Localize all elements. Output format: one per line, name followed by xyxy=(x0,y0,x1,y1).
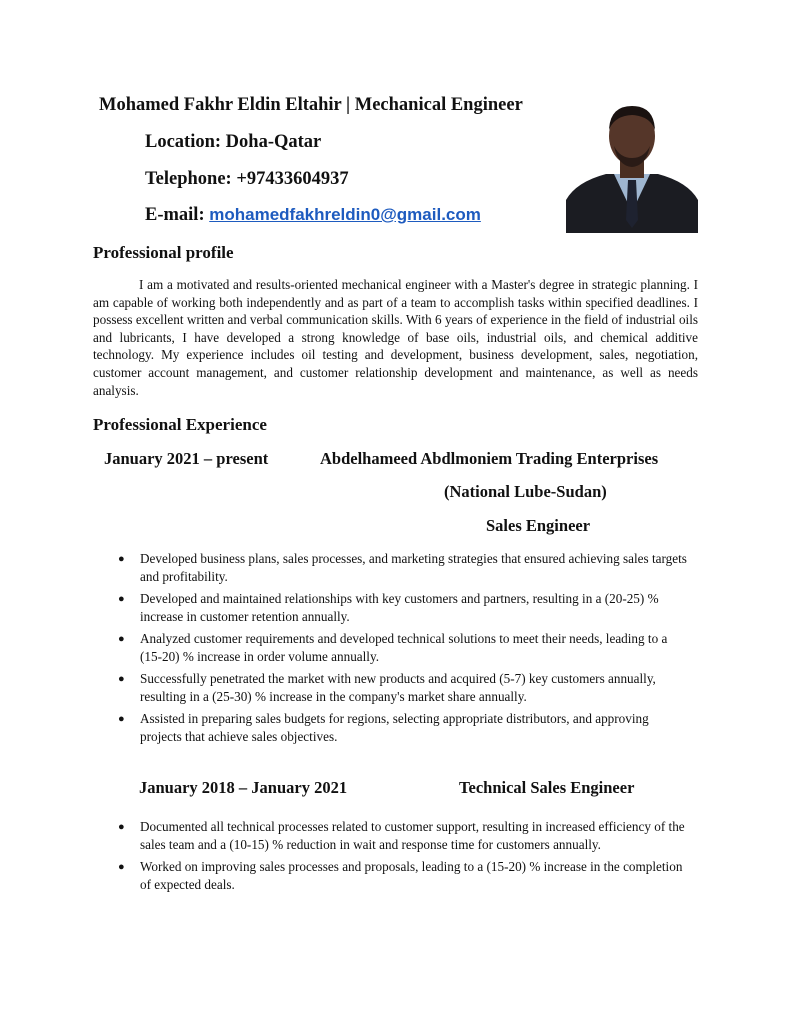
job1-dates: January 2021 – present xyxy=(104,449,269,468)
email-label: E-mail: xyxy=(145,205,205,225)
job1-role: Sales Engineer xyxy=(486,516,591,535)
job1-company-sub: (National Lube-Sudan) xyxy=(444,482,607,501)
bullet-icon: ● xyxy=(118,593,125,605)
job1-bullets xyxy=(110,550,690,750)
profile-paragraph: I am a motivated and results-oriented mechanical engineer with a Master's degree in strategic planning. I am capable of working both independently and as part of a team to accomplish tasks within specified deadlines. I possess excellent written and verbal communication skills. With 6 years of experience in the field of industrial oils and lubricants, I have developed a strong knowledge of base oils, industrial oils, and chemical additive technology. My experience includes oil testing and development, business development, sales, negotiation, customer account management, and customer relationship development and maintenance, as well as needs analysis. xyxy=(93,277,698,398)
list-item: ● Developed business plans, sales processes, and marketing strategies that ensured achieving sales targets and profitability. xyxy=(118,551,687,584)
location-line: Location: Doha-Qatar xyxy=(145,132,322,152)
profile-heading: Professional profile xyxy=(93,243,234,262)
email-line xyxy=(145,205,481,226)
job2-role: Technical Sales Engineer xyxy=(459,778,635,797)
job1-company: Abdelhameed Abdlmoniem Trading Enterprises xyxy=(320,449,659,468)
email-link[interactable]: mohamedfakhreldin0@gmail.com xyxy=(209,205,481,224)
job2-bullets xyxy=(110,818,690,898)
telephone-line: Telephone: +97433604937 xyxy=(145,169,349,189)
bullet-icon: ● xyxy=(118,633,125,645)
bullet-icon: ● xyxy=(118,821,125,833)
experience-heading: Professional Experience xyxy=(93,415,267,434)
list-item: ● Worked on improving sales processes and proposals, leading to a (15-20) % increase in the completion of expected deals. xyxy=(118,859,683,892)
list-item: ● Assisted in preparing sales budgets for regions, selecting appropriate distributors, and approving projects that achieve sales objectives. xyxy=(118,711,649,744)
bullet-icon: ● xyxy=(118,713,125,725)
list-item: ● Developed and maintained relationships with key customers and partners, resulting in a (20-25) % increase in customer retention annually. xyxy=(118,591,659,624)
name-title: Mohamed Fakhr Eldin Eltahir | Mechanical Engineer xyxy=(99,95,523,115)
bullet-icon: ● xyxy=(118,553,125,565)
job2-dates: January 2018 – January 2021 xyxy=(139,778,348,797)
list-item: ● Successfully penetrated the market with new products and acquired (5-7) key customers annually, resulting in a (25-30) % increase in the company's market share annually. xyxy=(118,671,656,704)
profile-photo xyxy=(566,100,698,233)
bullet-icon: ● xyxy=(118,861,125,873)
list-item: ● Analyzed customer requirements and developed technical solutions to meet their needs, leading to a (15-20) % increase in order volume annually. xyxy=(118,631,668,664)
list-item: ● Documented all technical processes related to customer support, resulting in increased efficiency of the sales team and a (10-15) % reduction in wait and response time for customers annually. xyxy=(118,819,685,852)
bullet-icon: ● xyxy=(118,673,125,685)
